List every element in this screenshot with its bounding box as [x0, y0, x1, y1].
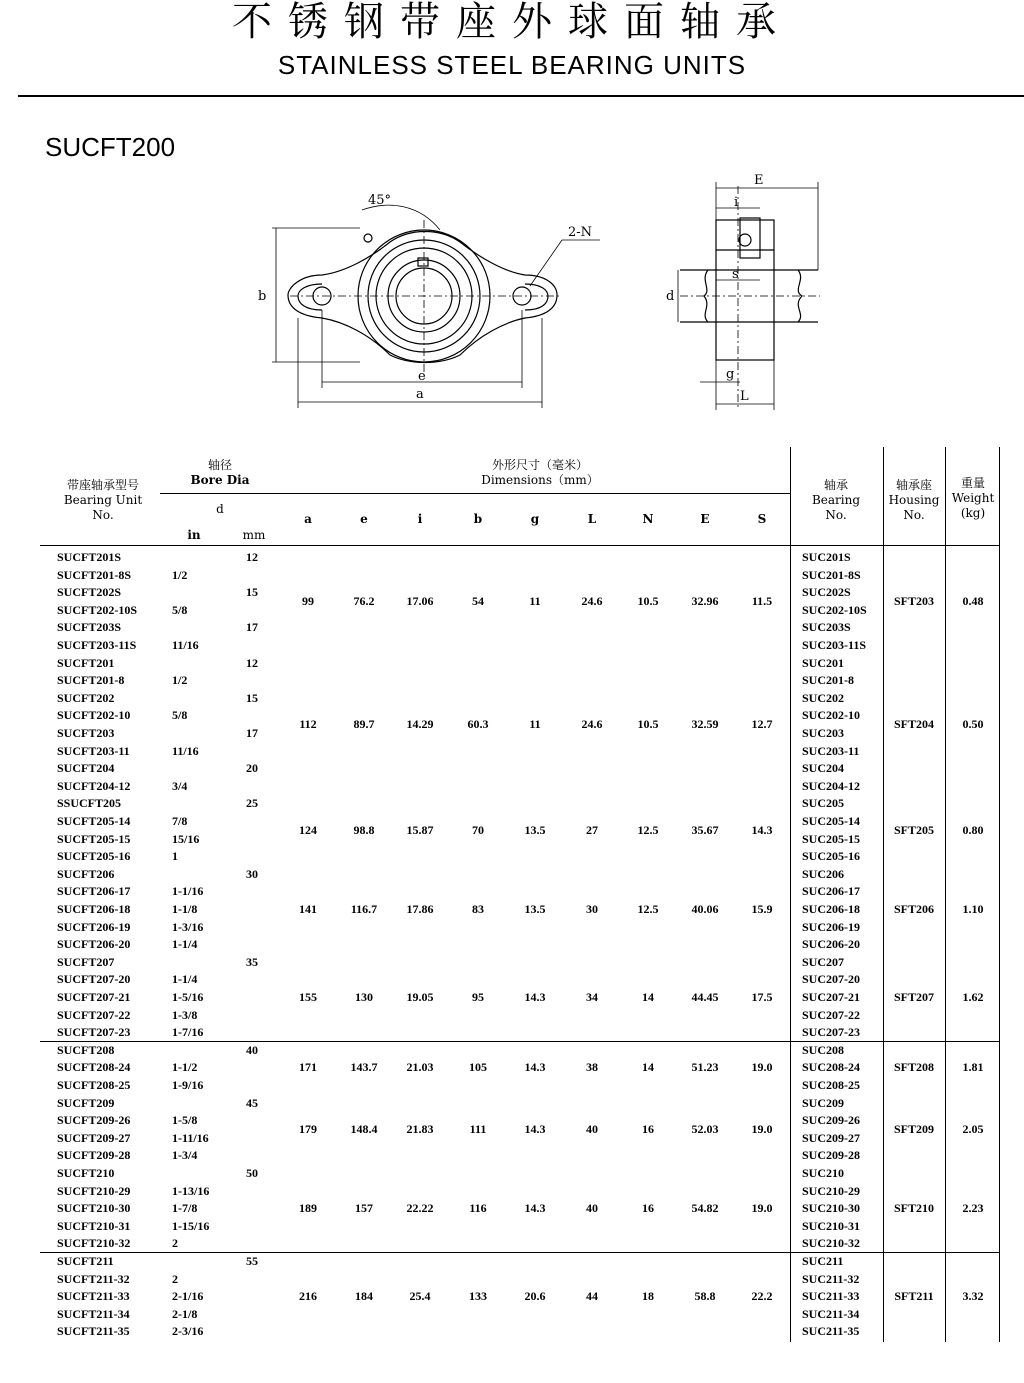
bore-in: 5/8	[172, 708, 188, 723]
dim-col-8: S	[757, 512, 767, 526]
dim-col-5: L	[587, 512, 597, 526]
bore-in: 3/4	[172, 778, 188, 793]
dim-value: 76.2	[353, 594, 375, 608]
dim-value: 14.3	[524, 990, 546, 1004]
unit-no: SUCFT209-28	[57, 1148, 131, 1163]
bore-in: 5/8	[172, 602, 188, 617]
unit-no: SUCFT207-23	[57, 1025, 131, 1040]
bore-in: in	[187, 528, 201, 542]
dim-value: 58.8	[694, 1289, 716, 1304]
bore-in: 7/8	[172, 814, 188, 828]
dim-value: 40	[586, 1201, 598, 1216]
title-rule	[18, 95, 1024, 97]
bearing-no: SUC211-32	[802, 1271, 860, 1286]
dim-value: 89.7	[353, 717, 375, 732]
dim-value: 13.5	[524, 902, 546, 916]
unit-no: SUCFT202-10	[57, 708, 131, 723]
weight-cn: 重量	[960, 476, 985, 490]
dim-value: 11.5	[751, 594, 773, 608]
bearing-cn: 轴承	[823, 478, 848, 492]
bore-in: 1-1/8	[172, 902, 198, 916]
dim-value: 24.6	[581, 594, 603, 608]
bearing-no: SUC201-8	[802, 673, 855, 688]
bearing-no: SUC202-10	[802, 708, 861, 723]
dim-col-2: i	[417, 512, 423, 526]
bore-mm: 35	[246, 954, 258, 969]
weight-value: 1.81	[962, 1060, 984, 1075]
unit-en2: No.	[92, 508, 114, 522]
housing-no: SFT210	[893, 1201, 934, 1216]
housing-en1: Housing	[888, 493, 940, 507]
bearing-no: SUC202-10S	[802, 602, 867, 617]
dim-value: 21.03	[406, 1060, 434, 1075]
unit-no: SUCFT211-33	[57, 1289, 130, 1304]
dim-value: 12.7	[751, 717, 773, 732]
bore-mm: 30	[246, 866, 258, 881]
unit-no: SUCFT204	[57, 761, 115, 776]
dim-value: 14.3	[524, 1060, 546, 1075]
dim-value: 155	[299, 990, 317, 1004]
housing-no: SFT211	[894, 1289, 934, 1304]
bore-in: 1/2	[172, 567, 188, 582]
bore-in: 2-1/8	[172, 1306, 198, 1321]
bearing-no: SUC210-30	[802, 1201, 861, 1216]
unit-no: SUCFT210-30	[57, 1201, 131, 1216]
title-english: STAINLESS STEEL BEARING UNITS	[277, 50, 747, 80]
dim-value: 14.3	[751, 822, 773, 837]
dim-value: 34	[586, 990, 598, 1004]
dim-value: 15.87	[406, 822, 434, 837]
front-view	[272, 205, 600, 408]
bearing-no: SUC206-17	[802, 884, 861, 899]
bore-mm: 45	[246, 1095, 258, 1110]
bore-in: 1-11/16	[172, 1130, 209, 1145]
dim-value: 38	[586, 1060, 598, 1075]
dim-value: 15.9	[751, 902, 773, 916]
unit-cn: 带座轴承型号	[66, 478, 139, 492]
unit-no: SUCFT202-10S	[57, 602, 138, 617]
bore-in: 11/16	[172, 638, 199, 652]
dim-value: 30	[586, 902, 598, 916]
dim-col-0: a	[304, 512, 312, 526]
dim-value: 12.5	[637, 902, 659, 916]
unit-no: SUCFT207-21	[57, 990, 131, 1004]
unit-no: SUCFT208	[57, 1042, 115, 1057]
unit-no: SUCFT211-34	[57, 1306, 130, 1321]
dim-value: 10.5	[637, 594, 659, 608]
bearing-no: SUC211-35	[802, 1324, 860, 1339]
dim-col-7: E	[700, 512, 710, 526]
bore-in: 1-9/16	[172, 1078, 204, 1092]
unit-no: SUCFT207	[57, 954, 115, 969]
bearing-no: SUC205-14	[802, 814, 861, 828]
bore-in: 1-13/16	[172, 1183, 210, 1198]
bore-in: 1-3/16	[172, 919, 204, 934]
bore-in: 1-3/4	[172, 1148, 198, 1163]
series-title: SUCFT200	[45, 132, 176, 162]
bore-in: 1-3/8	[172, 1007, 198, 1022]
housing-en2: No.	[903, 508, 925, 522]
weight-en2: (kg)	[960, 506, 986, 520]
dim-value: 130	[355, 990, 373, 1004]
dim-value: 16	[642, 1201, 654, 1216]
dim-value: 20.6	[524, 1289, 546, 1304]
bearing-no: SUC208-25	[802, 1078, 861, 1092]
bore-in: 2	[172, 1236, 178, 1251]
dim-col-1: e	[360, 512, 368, 526]
bearing-no: SUC203	[802, 726, 845, 740]
bore-mm: 20	[246, 761, 258, 776]
dim-value: 21.83	[406, 1122, 434, 1136]
dim-value: 54.82	[691, 1201, 719, 1216]
col-header-weight	[946, 476, 1000, 521]
dim-value: 14.3	[524, 1122, 546, 1136]
bore-in: 1-7/16	[172, 1025, 204, 1040]
unit-no: SUCFT206	[57, 866, 115, 881]
bearing-no: SUC207-20	[802, 972, 861, 987]
unit-no: SUCFT207-20	[57, 972, 131, 987]
bore-in: 1-1/4	[172, 937, 198, 952]
label-b: b	[258, 289, 267, 304]
unit-no: SUCFT206-18	[57, 902, 131, 916]
weight-value: 1.62	[962, 990, 984, 1004]
dim-value: 52.03	[691, 1122, 719, 1136]
label-e: e	[418, 369, 426, 384]
dim-value: 18	[642, 1289, 654, 1304]
label-g: g	[726, 367, 735, 382]
dim-value: 14.3	[524, 1201, 546, 1216]
unit-no: SUCFT211-32	[57, 1271, 130, 1286]
weight-value: 0.48	[962, 594, 984, 608]
bore-in: 1-5/16	[172, 990, 204, 1004]
bearing-no: SUC203S	[802, 620, 851, 635]
dim-value: 10.5	[637, 717, 659, 732]
dim-value: 44	[586, 1289, 598, 1304]
bore-mm: 12	[246, 655, 258, 670]
dim-value: 17.06	[406, 594, 434, 608]
weight-value: 0.80	[962, 822, 984, 837]
housing-no: SFT209	[893, 1122, 934, 1136]
bore-in: 1-15/16	[172, 1218, 210, 1233]
bore-mm: 12	[246, 550, 258, 564]
col-header-bearing	[796, 478, 876, 523]
unit-no: SUCFT202S	[57, 585, 122, 600]
bearing-no: SUC211-33	[802, 1289, 860, 1304]
dim-value: 17.5	[751, 990, 773, 1004]
dim-value: 12.5	[637, 822, 659, 837]
bearing-no: SUC211-34	[802, 1306, 860, 1321]
bearing-no: SUC210-32	[802, 1236, 861, 1251]
dim-value: 22.2	[751, 1289, 773, 1304]
bearing-no: SUC202S	[802, 585, 851, 600]
unit-no: SUCFT205-15	[57, 831, 131, 846]
bore-mm: mm	[242, 528, 266, 542]
bearing-no: SUC207-22	[802, 1007, 861, 1022]
dim-value: 105	[469, 1060, 487, 1075]
dim-value: 216	[299, 1289, 317, 1304]
unit-no: SUCFT209-26	[57, 1113, 131, 1128]
dim-value: 60.3	[467, 717, 489, 732]
bearing-no: SUC203-11S	[802, 638, 867, 652]
bore-d: d	[216, 502, 224, 516]
dim-value: 19.0	[751, 1201, 773, 1216]
dim-value: 148.4	[350, 1122, 378, 1136]
unit-no: SUCFT208-25	[57, 1078, 131, 1092]
unit-no: SUCFT201-8S	[57, 567, 132, 582]
unit-no: SUCFT203S	[57, 620, 122, 635]
housing-no: SFT207	[893, 990, 934, 1004]
bearing-no: SUC202	[802, 690, 845, 705]
bearing-no: SUC210-31	[802, 1218, 861, 1233]
dim-value: 44.45	[691, 990, 719, 1004]
dim-value: 16	[642, 1122, 654, 1136]
bore-in: 1	[172, 849, 178, 864]
bearing-no: SUC205	[802, 796, 845, 811]
dim-value: 32.96	[691, 594, 719, 608]
unit-no: SUCFT206-19	[57, 919, 131, 934]
bore-in: 1-1/16	[172, 884, 204, 899]
unit-no: SUCFT203-11S	[57, 638, 137, 652]
dim-value: 17.86	[406, 902, 434, 916]
unit-no: SUCFT201-8	[57, 673, 125, 688]
unit-no: SUCFT209-27	[57, 1130, 131, 1145]
weight-value: 3.32	[962, 1289, 984, 1304]
side-view	[678, 182, 820, 410]
label-E: E	[754, 173, 764, 188]
bearing-no: SUC205-15	[802, 831, 861, 846]
bore-in: 2-3/16	[172, 1324, 204, 1339]
dims-en: Dimensions（mm）	[481, 473, 599, 487]
dim-value: 112	[299, 717, 317, 732]
bore-in: 1-1/4	[172, 972, 198, 987]
bearing-no: SUC208	[802, 1042, 845, 1057]
dim-value: 99	[302, 594, 314, 608]
dim-value: 133	[469, 1289, 487, 1304]
bore-in: 1-7/8	[172, 1201, 198, 1216]
bearing-no: SUC209	[802, 1095, 845, 1110]
dim-value: 14.29	[406, 717, 434, 732]
bearing-no: SUC207	[802, 954, 845, 969]
dim-col-3: b	[473, 512, 483, 526]
bearing-no: SUC205-16	[802, 849, 861, 864]
dim-value: 19.0	[751, 1060, 773, 1075]
dim-col-4: g	[530, 512, 540, 526]
group-rule	[40, 1252, 1000, 1253]
unit-no: SUCFT205-16	[57, 849, 131, 864]
group-rule	[40, 1041, 1000, 1042]
col-header-housing	[883, 478, 945, 523]
unit-no: SUCFT201S	[57, 550, 122, 564]
bearing-no: SUC204-12	[802, 778, 861, 793]
label-a: a	[416, 387, 424, 402]
housing-cn: 轴承座	[895, 478, 932, 492]
bearing-no: SUC211	[802, 1254, 844, 1268]
title-chinese: 不锈钢带座外球面轴承	[232, 0, 792, 45]
weight-en1: Weight	[951, 491, 995, 505]
dim-value: 95	[472, 990, 484, 1004]
housing-no: SFT203	[893, 594, 934, 608]
header-rule	[40, 545, 1000, 546]
dim-value: 27	[586, 822, 598, 837]
dim-value: 98.8	[353, 822, 375, 837]
dim-value: 25.4	[409, 1289, 431, 1304]
dim-value: 189	[299, 1201, 317, 1216]
dim-value: 157	[355, 1201, 373, 1216]
dim-value: 141	[299, 902, 317, 916]
dim-value: 22.22	[406, 1201, 434, 1216]
bearing-no: SUC208-24	[802, 1060, 861, 1075]
bore-mm: 50	[246, 1166, 258, 1180]
bearing-no: SUC201S	[802, 550, 851, 564]
dim-value: 179	[299, 1122, 317, 1136]
bearing-no: SUC206-20	[802, 937, 861, 952]
dim-value: 19.05	[406, 990, 434, 1004]
vrule-bearing	[790, 447, 791, 1342]
col-header-dims	[440, 458, 640, 488]
bearing-no: SUC209-26	[802, 1113, 861, 1128]
bore-in: 2-1/16	[172, 1289, 204, 1304]
housing-no: SFT208	[893, 1060, 934, 1075]
unit-no: SSUCFT205	[57, 796, 122, 811]
bore-cn: 轴径	[207, 458, 232, 472]
bore-en: Bore Dia	[190, 473, 250, 487]
label-i: i	[734, 195, 739, 210]
housing-no: SFT206	[893, 902, 934, 916]
bearing-en2: No.	[825, 508, 847, 522]
dim-value: 24.6	[581, 717, 603, 732]
dim-value: 13.5	[524, 822, 546, 837]
unit-no: SUCFT201	[57, 655, 115, 670]
unit-no: SUCFT205-14	[57, 814, 131, 828]
dim-col-6: N	[642, 512, 654, 526]
bearing-no: SUC209-27	[802, 1130, 861, 1145]
bore-in: 1/2	[172, 673, 188, 688]
unit-no: SUCFT210-31	[57, 1218, 131, 1233]
dim-value: 116	[469, 1201, 487, 1216]
bore-in: 11/16	[172, 743, 199, 758]
dim-value: 111	[469, 1122, 487, 1136]
housing-no: SFT204	[893, 717, 934, 732]
subheader-rule	[160, 493, 790, 494]
bearing-no: SUC209-28	[802, 1148, 861, 1163]
dim-value: 51.23	[691, 1060, 719, 1075]
bearing-no: SUC210-29	[802, 1183, 861, 1198]
col-header-unit	[48, 478, 158, 523]
bore-mm: 17	[246, 726, 258, 740]
dim-value: 116.7	[350, 902, 378, 916]
bearing-no: SUC207-21	[802, 990, 861, 1004]
unit-no: SUCFT207-22	[57, 1007, 131, 1022]
bore-in: 1-5/8	[172, 1113, 198, 1128]
bearing-no: SUC207-23	[802, 1025, 861, 1040]
unit-no: SUCFT210-32	[57, 1236, 131, 1251]
col-header-bore	[170, 458, 270, 488]
housing-no: SFT205	[893, 822, 934, 837]
dim-value: 70	[472, 822, 484, 837]
bearing-drawing	[0, 160, 1024, 420]
dim-value: 40	[586, 1122, 598, 1136]
weight-value: 2.23	[962, 1201, 984, 1216]
bore-mm: 25	[246, 796, 258, 811]
label-s: s	[732, 267, 739, 282]
bearing-no: SUC210	[802, 1166, 845, 1180]
unit-no: SUCFT204-12	[57, 778, 131, 793]
unit-no: SUCFT206-17	[57, 884, 131, 899]
unit-no: SUCFT211-35	[57, 1324, 130, 1339]
dim-value: 14	[642, 1060, 654, 1075]
dim-value: 32.59	[691, 717, 719, 732]
dims-cn: 外形尺寸（毫米）	[491, 458, 588, 472]
label-d: d	[666, 289, 675, 304]
dim-value: 143.7	[350, 1060, 378, 1075]
bearing-no: SUC201	[802, 655, 845, 670]
unit-no: SUCFT210	[57, 1166, 115, 1180]
bearing-no: SUC201-8S	[802, 567, 861, 582]
unit-en1: Bearing Unit	[63, 493, 143, 507]
unit-no: SUCFT210-29	[57, 1183, 131, 1198]
dim-value: 124	[299, 822, 317, 837]
bearing-no: SUC204	[802, 761, 845, 776]
dim-value: 40.06	[691, 902, 719, 916]
dim-value: 14	[642, 990, 654, 1004]
dim-value: 11	[529, 717, 541, 732]
unit-no: SUCFT209	[57, 1095, 115, 1110]
bore-in: 1-1/2	[172, 1060, 198, 1075]
bore-mm: 55	[246, 1254, 258, 1268]
dim-value: 19.0	[751, 1122, 773, 1136]
label-holes: 2-N	[568, 225, 593, 240]
weight-value: 1.10	[962, 902, 984, 916]
label-L: L	[740, 389, 749, 404]
bearing-no: SUC206	[802, 866, 845, 881]
bearing-no: SUC206-19	[802, 919, 861, 934]
unit-no: SUCFT206-20	[57, 937, 131, 952]
unit-no: SUCFT202	[57, 690, 115, 705]
bore-mm: 15	[246, 585, 258, 600]
bearing-no: SUC206-18	[802, 902, 861, 916]
unit-no: SUCFT208-24	[57, 1060, 131, 1075]
weight-value: 0.50	[962, 717, 984, 732]
bore-mm: 15	[246, 690, 258, 705]
label-angle: 45°	[368, 193, 392, 208]
unit-no: SUCFT203-11	[57, 743, 130, 758]
unit-no: SUCFT203	[57, 726, 115, 740]
bore-mm: 40	[246, 1042, 258, 1057]
bore-in: 15/16	[172, 831, 200, 846]
bore-mm: 17	[246, 620, 258, 635]
unit-no: SUCFT211	[57, 1254, 114, 1268]
dim-value: 11	[529, 594, 541, 608]
bore-in: 2	[172, 1271, 178, 1286]
bearing-en1: Bearing	[811, 493, 861, 507]
bearing-no: SUC203-11	[802, 743, 860, 758]
weight-value: 2.05	[962, 1122, 984, 1136]
dim-value: 171	[299, 1060, 317, 1075]
dim-value: 54	[472, 594, 484, 608]
dim-value: 83	[472, 902, 484, 916]
dim-value: 184	[355, 1289, 373, 1304]
dim-value: 35.67	[691, 822, 719, 837]
